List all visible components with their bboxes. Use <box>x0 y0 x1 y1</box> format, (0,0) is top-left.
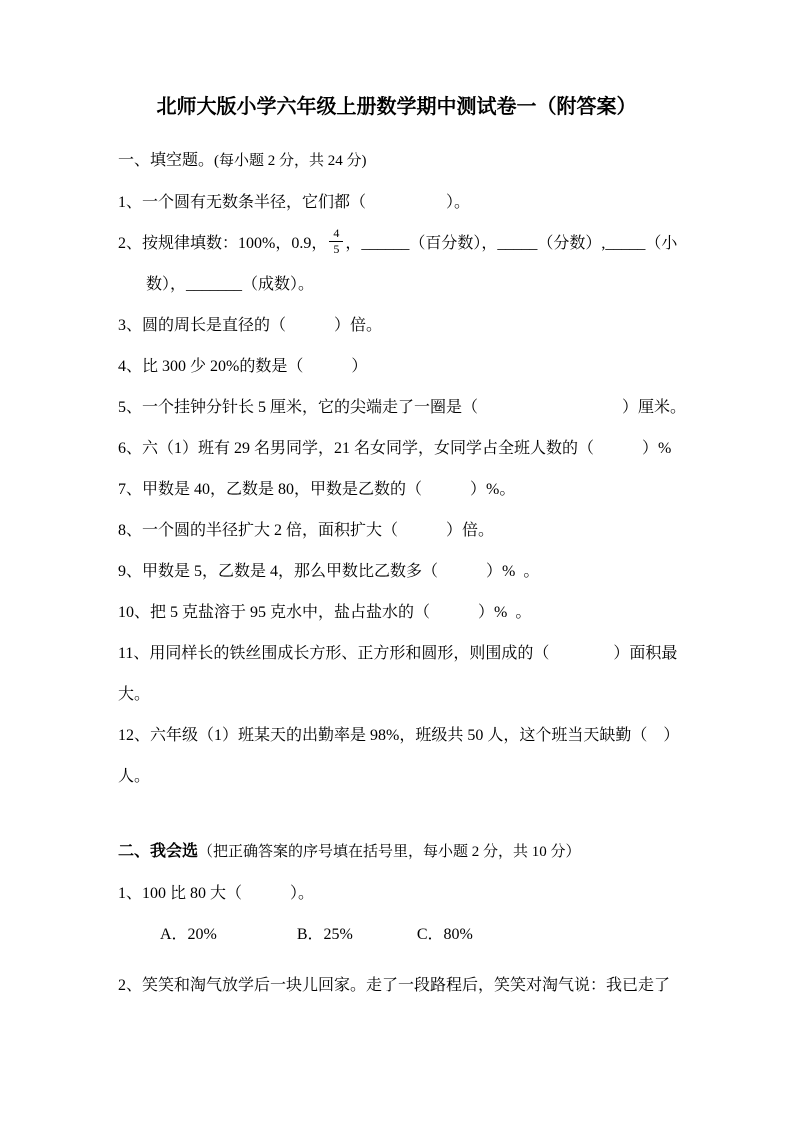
s2-question-1: 1、100 比 80 大（ ）。 <box>118 885 315 902</box>
s1-question-12-line2: 人。 <box>118 768 151 785</box>
fraction-four-fifths <box>329 226 343 257</box>
s1-question-9: 9、甲数是 5，乙数是 4，那么甲数比乙数多（ ）% 。 <box>118 563 540 580</box>
s1-question-6: 6、六（1）班有 29 名男同学，21 名女同学，女同学占全班人数的（ ）% <box>118 440 672 457</box>
page-title: 北师大版小学六年级上册数学期中测试卷一（附答案） <box>156 96 637 118</box>
s1-question-7: 7、甲数是 40，乙数是 80，甲数是乙数的（ ）%。 <box>118 481 516 498</box>
s1-question-3: 3、圆的周长是直径的（ ）倍。 <box>118 317 383 334</box>
section1-heading-note: (每小题 2 分，共 24 分) <box>214 153 367 169</box>
s1-question-11-line2: 大。 <box>118 686 151 703</box>
fraction-numerator: 4 <box>333 225 340 240</box>
fraction-denominator: 5 <box>329 241 343 257</box>
s1-question-4: 4、比 300 少 20%的数是（ ） <box>118 358 368 375</box>
exam-body <box>0 140 793 1006</box>
s1-question-11-line1: 11、用同样长的铁丝围成长方形、正方形和圆形，则围成的（ ）面积最 <box>118 645 678 662</box>
s1-question-8: 8、一个圆的半径扩大 2 倍，面积扩大（ ）倍。 <box>118 522 495 539</box>
s1-question-2-line1 <box>118 223 683 264</box>
s1-question-5: 5、一个挂钟分针长 5 厘米，它的尖端走了一圈是（ ）厘米。 <box>118 399 687 416</box>
s1-question-2-line2: 数），_______（成数）。 <box>146 276 315 293</box>
s1-question-2-text-before-fraction: 2、按规律填数：100%，0.9， <box>118 235 328 252</box>
section2-heading-note: （把正确答案的序号填在括号里，每小题 2 分，共 10 分） <box>198 844 581 860</box>
section1-heading <box>118 140 683 182</box>
s1-question-2-text-after-fraction: ，______（百分数），_____（分数）,_____（小 <box>345 235 678 252</box>
s1-question-10: 10、把 5 克盐溶于 95 克水中，盐占盐水的（ ）% 。 <box>118 604 532 621</box>
section2-heading-lead: 二、我会选 <box>118 843 199 860</box>
s1-question-12-line1: 12、六年级（1）班某天的出勤率是 98%，班级共 50 人，这个班当天缺勤（ ） <box>118 727 680 744</box>
section1-heading-lead: 一、填空题。 <box>118 152 215 169</box>
s1-question-1: 1、一个圆有无数条半径，它们都（ ）。 <box>118 194 471 211</box>
section2-heading <box>118 831 683 873</box>
s2-question-1-options: A．20% B．25% C．80% <box>160 926 473 943</box>
s2-question-2: 2、笑笑和淘气放学后一块儿回家。走了一段路程后，笑笑对淘气说：我已走了 <box>118 977 671 994</box>
